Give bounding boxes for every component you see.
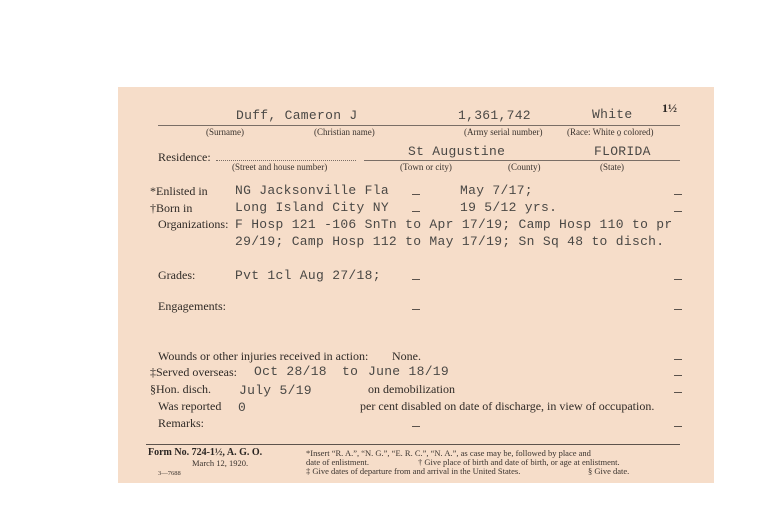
typed-organizations-line-2: 29/19; Camp Hosp 112 to May 17/19; Sn Sq 48 to disch.: [235, 234, 665, 249]
dash: [674, 392, 682, 393]
dash: [412, 211, 420, 212]
label-hon-disch: §Hon. disch.: [150, 382, 211, 396]
typed-overseas-from: Oct 28/18: [254, 364, 327, 379]
footnote-4: § Give date.: [588, 466, 630, 476]
label-engagements: Engagements:: [158, 299, 226, 313]
dash: [674, 309, 682, 310]
dash: [674, 279, 682, 280]
print-code: 3—7688: [158, 470, 181, 477]
wounds-value: None.: [392, 349, 421, 363]
corner-mark: 1½: [662, 101, 677, 115]
label-state: (State): [600, 162, 624, 172]
typed-enlisted-place: NG Jacksonville Fla: [235, 183, 389, 198]
typed-birthplace: Long Island City NY: [235, 200, 389, 215]
label-residence: Residence:: [158, 150, 211, 164]
typed-serial: 1,361,742: [458, 108, 531, 123]
label-was-reported: Was reported: [158, 399, 222, 413]
label-remarks: Remarks:: [158, 416, 204, 430]
label-born: †Born in: [150, 201, 193, 215]
typed-percent: 0: [238, 400, 247, 415]
typed-race: White: [592, 107, 633, 122]
label-street: (Street and house number): [232, 162, 328, 172]
form-date: March 12, 1920.: [192, 458, 249, 468]
footnote-2: † Give place of birth and date of birth, or age at enlistment.: [418, 457, 620, 467]
dash: [412, 194, 420, 195]
typed-overseas-to-word: to: [342, 364, 359, 379]
typed-organizations-line-1: F Hosp 121 -106 SnTn to Apr 17/19; Camp Hosp 110 to pr: [235, 217, 673, 232]
dash: [412, 426, 420, 427]
dash: [412, 279, 420, 280]
footnote-1a: *Insert “R. A.”, “N. G.”, “E. R. C.”, “N. A.”, as case may be, followed by place and: [306, 448, 591, 458]
label-surname: (Surname): [206, 127, 244, 137]
typed-name: Duff, Cameron J: [236, 108, 358, 123]
footnote-1b: date of enlistment.: [306, 457, 370, 467]
label-served-overseas: ‡Served overseas:: [150, 365, 237, 379]
typed-overseas-to: June 18/19: [368, 364, 450, 379]
typed-enlisted-date: May 7/17;: [460, 183, 533, 198]
label-organizations: Organizations:: [158, 217, 229, 231]
label-serial: (Army serial number): [464, 127, 543, 137]
label-grades: Grades:: [158, 268, 196, 282]
residence-street-line: [216, 160, 356, 161]
form-number: Form No. 724-1½, A. G. O.: [148, 447, 263, 458]
typed-grades: Pvt 1cl Aug 27/18;: [235, 268, 381, 283]
header-rule: [158, 125, 680, 126]
footnote-3: ‡ Give dates of departure from and arrival in the United States.: [306, 466, 521, 476]
label-town: (Town or city): [400, 162, 452, 172]
reported-suffix: per cent disabled on date of discharge, in view of occupation.: [360, 399, 655, 413]
label-enlisted: *Enlisted in: [150, 184, 208, 198]
label-wounds: Wounds or other injuries received in action:: [158, 349, 369, 363]
dash: [674, 194, 682, 195]
label-county: (County): [508, 162, 541, 172]
dash: [674, 375, 682, 376]
typed-town: St Augustine: [408, 144, 506, 159]
residence-rule: [364, 160, 680, 161]
footer-rule: [146, 444, 680, 445]
dash: [412, 309, 420, 310]
hon-disch-suffix: on demobilization: [368, 382, 455, 396]
label-race: (Race: White o̱ colored): [567, 127, 654, 137]
record-card: [118, 87, 714, 483]
label-christian-name: (Christian name): [314, 127, 375, 137]
typed-state: FLORIDA: [594, 144, 651, 159]
dash: [674, 211, 682, 212]
typed-age: 19 5/12 yrs.: [460, 200, 558, 215]
typed-hon-disch: July 5/19: [239, 383, 312, 398]
dash: [674, 426, 682, 427]
dash: [674, 359, 682, 360]
